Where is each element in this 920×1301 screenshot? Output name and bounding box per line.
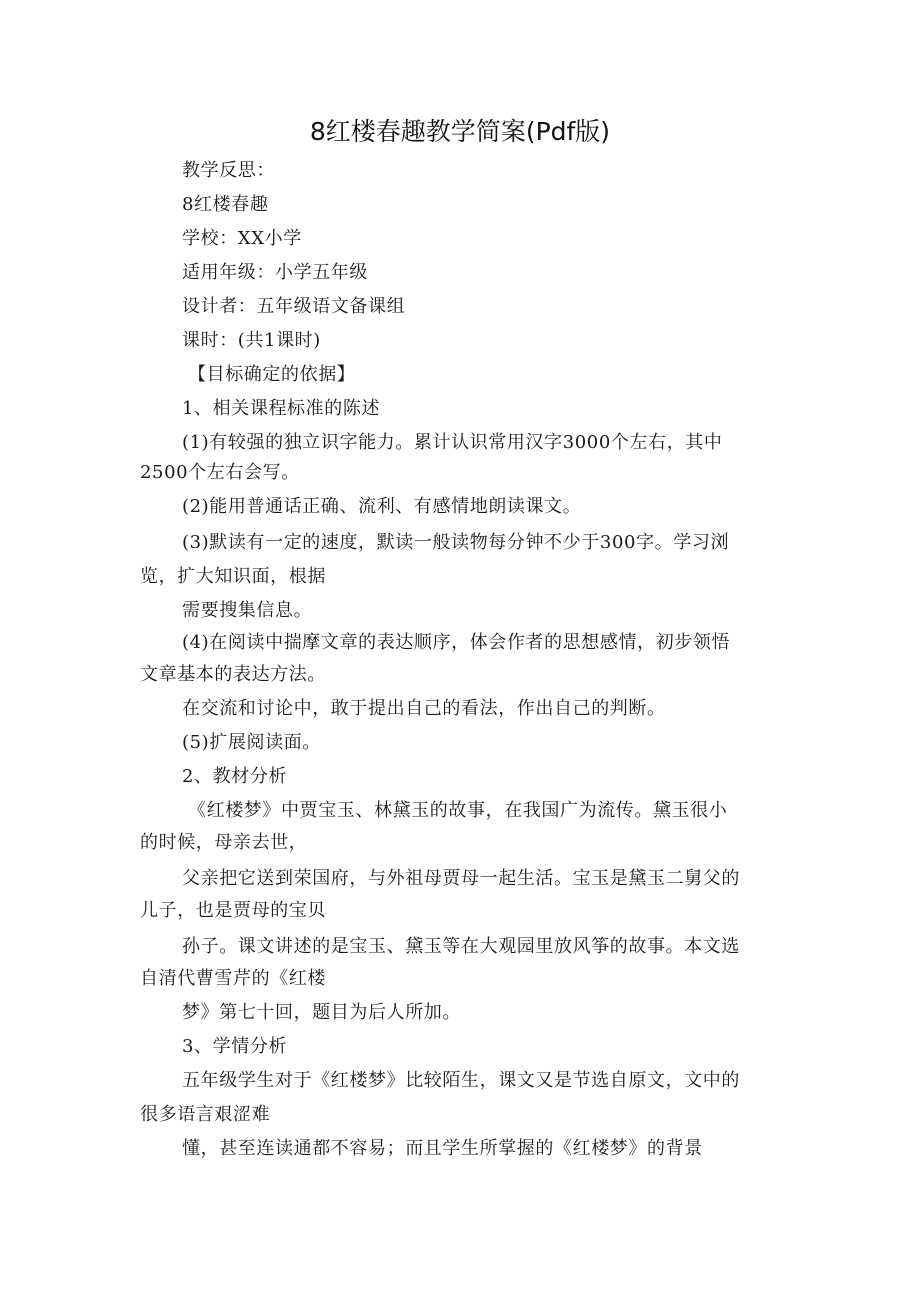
text-line: 在交流和讨论中，敢于提出自己的看法，作出自己的判断。	[182, 698, 666, 719]
text-line: 文章基本的表达方法。	[140, 664, 326, 685]
text-line: 懂，甚至连读通都不容易；而且学生所掌握的《红楼梦》的背景	[182, 1138, 703, 1159]
text-line: (3)默读有一定的速度，默读一般读物每分钟不少于300字。学习浏	[182, 532, 730, 553]
text-line: 自清代曹雪芹的《红楼	[140, 968, 326, 989]
text-line: 8红楼春趣	[182, 194, 269, 215]
text-line: 教学反思：	[182, 160, 275, 181]
text-line: (2)能用普通话正确、流利、有感情地朗读课文。	[182, 496, 582, 517]
text-line: 《红楼梦》中贾宝玉、林黛玉的故事，在我国广为流传。黛玉很小	[188, 800, 728, 821]
text-line: 需要搜集信息。	[182, 600, 313, 621]
text-line: (4)在阅读中揣摩文章的表达顺序，体会作者的思想感情，初步领悟	[182, 632, 731, 653]
document-title: 8红楼春趣教学简案(Pdf版)	[309, 117, 611, 146]
text-line: 适用年级：小学五年级	[182, 262, 368, 283]
text-line: 1、相关课程标准的陈述	[182, 398, 381, 419]
text-line: 儿子，也是贾母的宝贝	[140, 900, 326, 921]
text-line: 很多语言艰涩难	[140, 1104, 271, 1125]
text-line: 设计者：五年级语文备课组	[182, 296, 406, 317]
text-line: 3、学情分析	[182, 1036, 288, 1057]
text-line: 2、教材分析	[182, 766, 288, 787]
text-line: 五年级学生对于《红楼梦》比较陌生，课文又是节选自原文，文中的	[182, 1070, 740, 1091]
text-line: 孙子。课文讲述的是宝玉、黛玉等在大观园里放风筝的故事。本文选	[182, 936, 740, 957]
text-line: (1)有较强的独立识字能力。累计认识常用汉字3000个左右，其中	[182, 432, 723, 453]
text-line: 学校：XX小学	[182, 228, 302, 249]
text-line: 的时候，母亲去世，	[140, 832, 308, 853]
section-heading: 【目标确定的依据】	[188, 364, 356, 385]
text-line: 课时：(共1课时)	[182, 330, 321, 351]
text-line: 2500个左右会写。	[140, 462, 300, 483]
text-line: (5)扩展阅读面。	[182, 732, 321, 753]
text-line: 父亲把它送到荣国府，与外祖母贾母一起生活。宝玉是黛玉二舅父的	[182, 868, 740, 889]
text-line: 览，扩大知识面，根据	[140, 566, 326, 587]
text-line: 梦》第七十回，题目为后人所加。	[182, 1002, 461, 1023]
